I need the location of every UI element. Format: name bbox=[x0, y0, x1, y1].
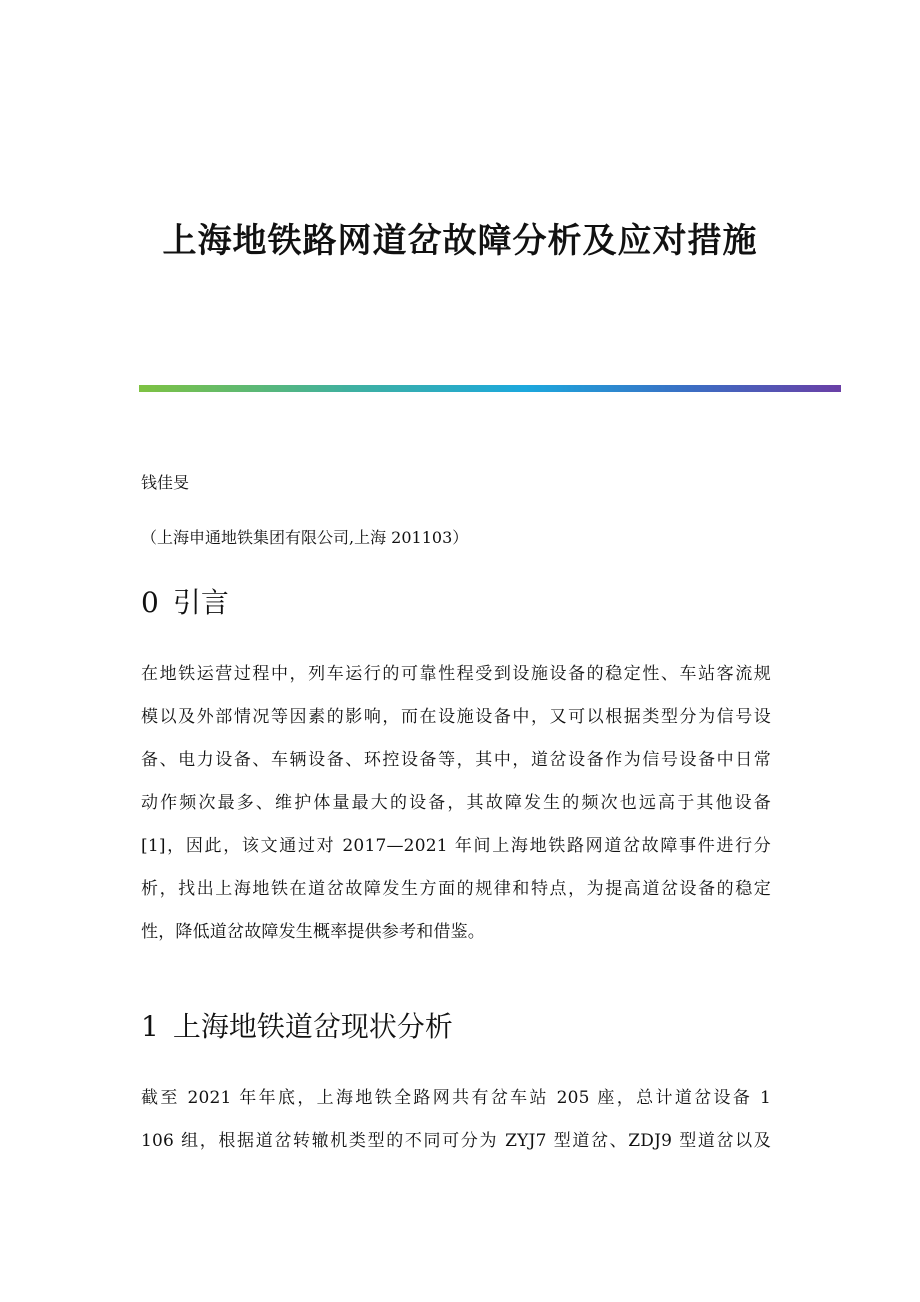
status-analysis-paragraph bbox=[141, 1077, 771, 1163]
paragraph-line: 在地铁运营过程中，列车运行的可靠性程受到设施设备的稳定性、车站客流规 bbox=[141, 664, 771, 684]
paragraph-line: [1]，因此，该文通过对 2017—2021 年间上海地铁路网道岔故障事件进行分 bbox=[141, 836, 771, 856]
paragraph-line: 106 组，根据道岔转辙机类型的不同可分为 ZYJ7 型道岔、ZDJ9 型道岔以及 bbox=[141, 1131, 771, 1151]
page-title: 上海地铁路网道岔故障分析及应对措施 bbox=[162, 221, 758, 261]
section-heading-introduction bbox=[141, 583, 229, 623]
section-number: 0 bbox=[141, 586, 159, 619]
paragraph-line: 截至 2021 年年底，上海地铁全路网共有岔车站 205 座，总计道岔设备 1 bbox=[141, 1088, 771, 1108]
section-heading-status-analysis bbox=[141, 1007, 453, 1047]
author-affiliation: （上海申通地铁集团有限公司,上海 201103） bbox=[141, 528, 469, 547]
paragraph-line: 动作频次最多、维护体量最大的设备，其故障发生的频次也远高于其他设备 bbox=[141, 793, 771, 813]
paragraph-line: 备、电力设备、车辆设备、环控设备等，其中，道岔设备作为信号设备中日常 bbox=[141, 750, 771, 770]
paragraph-line: 模以及外部情况等因素的影响，而在设施设备中，又可以根据类型分为信号设 bbox=[141, 707, 771, 727]
author-name: 钱佳旻 bbox=[141, 473, 190, 492]
paragraph-line: 性，降低道岔故障发生概率提供参考和借鉴。 bbox=[141, 922, 485, 942]
title-divider bbox=[139, 385, 841, 392]
section-title: 上海地铁道岔现状分析 bbox=[172, 1010, 453, 1043]
paragraph-line: 析，找出上海地铁在道岔故障发生方面的规律和特点，为提高道岔设备的稳定 bbox=[141, 879, 771, 899]
introduction-paragraph bbox=[141, 653, 771, 954]
section-number: 1 bbox=[141, 1010, 159, 1043]
section-title: 引言 bbox=[172, 586, 229, 619]
